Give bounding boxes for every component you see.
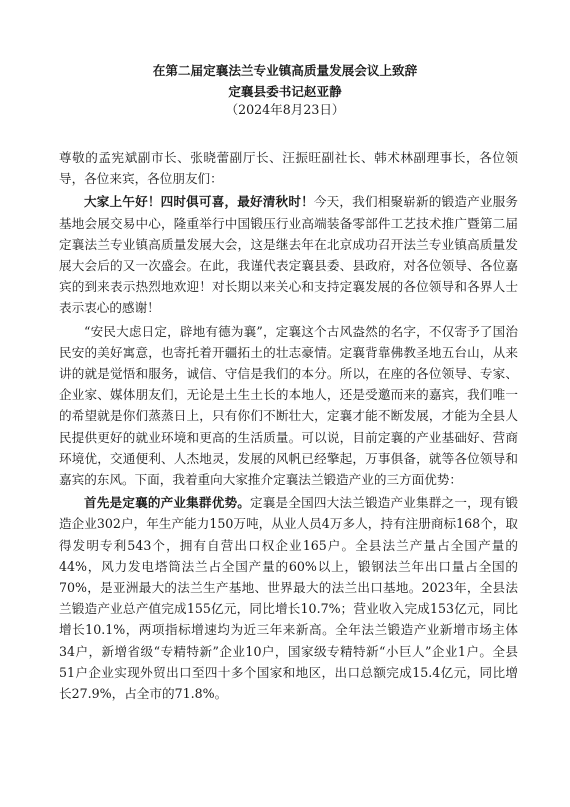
speaker-line: 定襄县委书记赵亚静: [228, 84, 342, 99]
industry-cluster-paragraph: [59, 492, 518, 704]
speech-title: 在第二届定襄法兰专业镇高质量发展会议上致辞: [152, 63, 418, 78]
speech-date: （2024年8月23日）: [225, 102, 345, 117]
industry-cluster-heading: 首先是定襄的产业集群优势。: [84, 495, 251, 511]
welcome-lead: 大家上午好！四时俱可喜，最好清秋时！: [84, 194, 314, 210]
greeting-paragraph: 尊敬的孟宪斌副市长、张晓蕾副厅长、汪振旺副社长、韩术林副理事长，各位领导，各位来宾，各位朋友们：: [59, 150, 518, 187]
industry-cluster-text: 定襄是全国四大法兰锻造产业集群之一，现有锻造企业302户，年生产能力150万吨，从业人员4万多人，持有注册商标168个，取得发明专利543个，拥有自营出口权企业165户。全县法兰产量占全国产量的44%，风力发电塔筒法兰占全国产量的60%以上，锻钢法兰年出口量占全国的70%，是亚洲最大的法兰生产基地、世界最大的法兰出口基地。2023年，全县法兰锻造产业总产值完成155亿元，同比增长10.7%；营业收入完成153亿元，同比增长10.1%，两项指标增速均为近三年来新高。全年法兰锻造产业新增市场主体34户，新增省级“专精特新”企业10户，国家级专精特新“小巨人”企业1户。全县51户企业实现外贸出口至四十多个国家和地区，出口总额完成15.4亿元，同比增长27.9%，占全市的71.8%。: [59, 495, 519, 702]
introduction-paragraph: “安民大虑日定，辟地有德为襄”，定襄这个古风盎然的名字，不仅寄予了国治民安的美好寓意，也寄托着开疆拓土的壮志豪情。定襄背靠佛教圣地五台山，从来讲的就是觉悟和服务，诚信、守信是我们的本分。所以，在座的各位领导、专家、企业家、媒体朋友们，无论是土生土长的本地人，还是受邀而来的嘉宾，我们唯一的希望就是你们蒸蒸日上，只有你们不断壮大，定襄才能不断发展，才能为全县人民提供更好的就业环境和更高的生活质量。可以说，目前定襄的产业基础好、营商环境优，交通便利、人杰地灵，发展的风帆已经擎起，万事俱备，就等各位领导和嘉宾的东风。下面，我着重向大家推介定襄法兰锻造产业的三方面优势：: [59, 323, 518, 488]
welcome-paragraph: [59, 191, 518, 318]
speech-body: [59, 147, 518, 704]
welcome-text: 今天，我们相聚崭新的锻造产业服务基地会展交易中心，隆重举行中国锻压行业高端装备零部件工艺技术推广暨第二届定襄法兰专业镇高质量发展大会，这是继去年在北京成功召开法兰专业镇高质量发展大会后的又一次盛会。在此，我谨代表定襄县委、县政府，对各位领导、各位嘉宾的到来表示热烈地欢迎！对长期以来关心和支持定襄发展的各位领导和各界人士表示衷心的感谢！: [59, 194, 519, 316]
